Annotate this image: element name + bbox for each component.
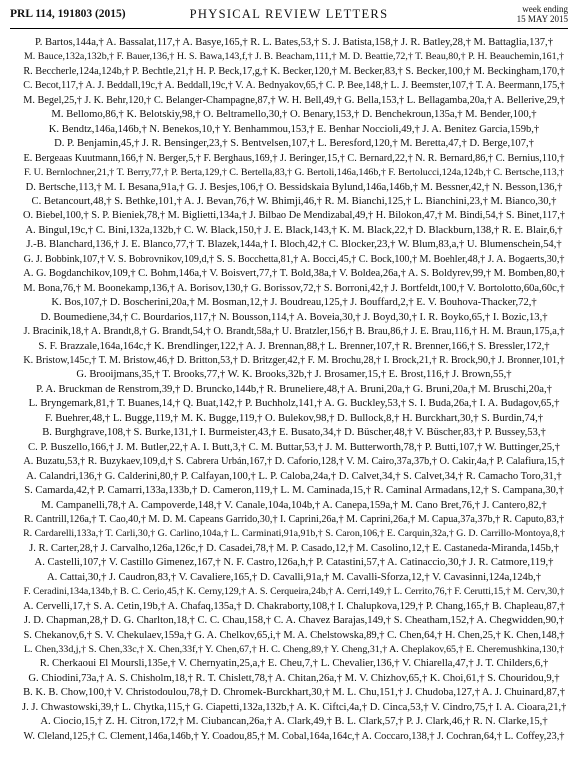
author-line: S. F. Brazzale,164a,164c,† K. Brendlinger,122,† A. J. Brennan,88,† L. Brenner,107,† R. Brenner,166,† S. Bressler,172,† [38,340,550,352]
author-line: K. Bos,107,† D. Boscherini,20a,† M. Bosman,12,† J. Boudreau,125,† J. Bouffard,2,† E. V. Bouhova-Thacker,72,† [51,297,537,309]
author-line: G. Chiodini,73a,† A. S. Chisholm,18,† R. T. Chislett,78,† A. Chitan,26a,† M. V. Chizhov,65,† K. Choi,61,† S. Chouridou,9,† [28,672,560,684]
author-line: B. K. B. Chow,100,† V. Christodoulou,78,† D. Chromek-Burckhart,30,† M. L. Chu,151,† J. Chudoba,127,† A. J. Chuinard,87,† [23,687,565,699]
author-line: P. A. Bruckman de Renstrom,39,† D. Bruncko,144b,† R. Bruneliere,48,† A. Bruni,20a,† G. Bruni,20a,† M. Bruschi,20a,† [36,383,552,395]
publication-date: 15 MAY 2015 [516,14,568,24]
author-line: A. Calandri,136,† G. Calderini,80,† P. Calfayan,100,† L. P. Caloba,24a,† D. Calvet,34,† S. Calvet,34,† R. Camacho Toro,31,† [26,470,562,482]
journal-reference: PRL 114, 191803 (2015) [10,8,126,20]
author-line: B. Burghgrave,108,† S. Burke,131,† I. Burmeister,43,† E. Busato,34,† D. Büscher,48,† V. Büscher,83,† P. Bussey,53,† [42,427,546,439]
author-line: M. Campanelli,78,† A. Campoverde,148,† V. Canale,104a,104b,† A. Canepa,159a,† M. Cano Bret,76,† J. Cantero,82,† [41,499,547,511]
author-line: D. Bertsche,113,† M. I. Besana,91a,† G. J. Besjes,106,† O. Bessidskaia Bylund,146a,146b,† M. Bessner,42,† N. Besson,136,† [25,181,563,193]
author-line: R. Cherkaoui El Moursli,135e,† V. Chernyatin,25,a,† E. Cheu,7,† L. Chevalier,136,† V. Chiarella,47,† J. T. Childers,6,† [39,658,549,670]
author-line: A. Buzatu,53,† R. Buzykaev,109,d,† S. Cabrera Urbán,167,† D. Caforio,128,† V. M. Cairo,37a,37b,† O. Cakir,4a,† P. Calafiura,15,† [23,456,565,468]
author-line: P. Bartos,144a,† A. Bassalat,117,† A. Basye,165,† R. L. Bates,53,† S. J. Batista,158,† J. R. Batley,28,† M. Battaglia,137,† [35,37,553,48]
author-line: A. G. Bogdanchikov,109,† C. Bohm,146a,† V. Boisvert,77,† T. Bold,38a,† V. Boldea,26a,† A. S. Boldyrev,99,† M. Bomben,80,† [23,268,565,280]
author-line: K. Bristow,145c,† T. M. Bristow,46,† D. Britton,53,† D. Britzger,42,† F. M. Brochu,28,† I. Brock,21,† R. Brock,90,† J. Bronner,101,† [23,354,565,366]
author-line: S. Chekanov,6,† S. V. Chekulaev,159a,† G. A. Chelkov,65,i,† M. A. Chelstowska,89,† C. Chen,64,† H. Chen,25,† K. Chen,148,† [23,629,565,641]
author-line: R. Cantrill,126a,† T. Cao,40,† M. D. M. Capeans Garrido,30,† I. Caprini,26a,† M. Caprini,26a,† M. Capua,37a,37b,† R. Caputo,83,† [23,513,565,525]
author-line: J. Bracinik,18,† A. Brandt,8,† G. Brandt,54,† O. Brandt,58a,† U. Bratzler,156,† B. Brau,86,† J. E. Brau,116,† H. M. Braun,175,a,† [23,326,565,338]
author-list [22,36,566,744]
author-line: E. Bergeaas Kuutmann,166,† N. Berger,5,† F. Berghaus,169,† J. Beringer,15,† C. Bernard,22,† N. R. Bernard,86,† C. Bernius,110,† [23,152,565,164]
week-ending-label: week ending [522,4,568,14]
author-line: F. Ceradini,134a,134b,† B. C. Cerio,45,† K. Cerny,129,† A. S. Cerqueira,24b,† A. Cerri,149,† L. Cerrito,76,† F. Cerutti,15,† M. Cerv,30,† [23,586,565,598]
author-line: A. Cattai,30,† J. Caudron,83,† V. Cavaliere,165,† D. Cavalli,91a,† M. Cavalli-Sforza,12,† V. Cavasinni,124a,124b,† [46,571,542,583]
author-line: C. Becot,117,† A. J. Beddall,19c,† A. Beddall,19c,† V. A. Bednyakov,65,† C. P. Bee,148,† L. J. Beemster,107,† T. A. Beermann,175,† [23,80,565,92]
running-header [10,4,568,30]
author-line: O. Biebel,100,† S. P. Bieniek,78,† M. Biglietti,134a,† J. Bilbao De Mendizabal,49,† H. Bilokon,47,† M. Bindi,54,† S. Binet,117,† [23,210,565,222]
author-line: M. Begel,25,† J. K. Behr,120,† C. Belanger-Champagne,87,† W. H. Bell,49,† G. Bella,153,† L. Bellagamba,20a,† A. Bellerive,29,† [23,94,565,106]
header-rule [10,28,568,29]
author-line: C. P. Buszello,166,† J. M. Butler,22,† A. I. Butt,3,† C. M. Buttar,53,† J. M. Butterworth,78,† P. Butti,107,† W. Buttinger,25,† [28,441,560,453]
author-line: F. Buehrer,48,† L. Bugge,119,† M. K. Bugge,119,† O. Bulekov,98,† D. Bullock,8,† H. Burckhart,30,† S. Burdin,74,† [44,412,544,424]
journal-title: PHYSICAL REVIEW LETTERS [189,7,389,21]
author-line: A. Ciocio,15,† Z. H. Citron,172,† M. Ciubancan,26a,† A. Clark,49,† B. L. Clark,57,† P. J. Clark,46,† R. N. Clarke,15,† [40,716,548,728]
author-line: A. Castelli,107,† V. Castillo Gimenez,167,† N. F. Castro,126a,h,† P. Catastini,57,† A. Catinaccio,30,† J. R. Catmore,119,† [34,557,554,569]
author-line: J.-B. Blanchard,136,† J. E. Blanco,77,† T. Blazek,144a,† I. Bloch,42,† C. Blocker,23,† W. Blum,83,a,† U. Blumenschein,54,† [26,239,562,251]
author-line: G. J. Bobbink,107,† V. S. Bobrovnikov,109,d,† S. S. Bocchetta,81,† A. Bocci,45,† C. Bock,100,† M. Boehler,48,† J. A. Bogaerts,30,† [23,253,565,265]
author-line: D. Boumediene,34,† C. Bourdarios,117,† N. Bousson,114,† A. Boveia,30,† J. Boyd,30,† I. R. Boyko,65,† I. Bozic,13,† [40,311,548,323]
author-line: A. Cervelli,17,† S. A. Cetin,19b,† A. Chafaq,135a,† D. Chakraborty,108,† I. Chalupkova,129,† P. Chang,165,† B. Chapleau,87,† [23,600,565,612]
author-line: C. Betancourt,48,† S. Bethke,101,† A. J. Bevan,76,† W. Bhimji,46,† R. M. Bianchi,125,† L. Bianchini,23,† M. Bianco,30,† [31,195,557,207]
author-line: R. Cardarelli,133a,† T. Carli,30,† G. Carlino,104a,† L. Carminati,91a,91b,† S. Caron,106,† E. Carquin,32a,† G. D. Carrillo-Montoya,8,† [23,528,565,540]
author-line: W. Cleland,125,† C. Clement,146a,146b,† Y. Coadou,85,† M. Cobal,164a,164c,† A. Coccaro,138,† J. Cochran,64,† L. Coffey,23,† [23,730,565,742]
author-line: J. R. Carter,28,† J. Carvalho,126a,126c,† D. Casadei,78,† M. P. Casado,12,† M. Casolino,12,† E. Castaneda-Miranda,145b,† [29,542,559,554]
author-line: D. P. Benjamin,45,† J. R. Bensinger,23,† S. Bentvelsen,107,† L. Beresford,120,† M. Beretta,47,† D. Berge,107,† [54,138,534,150]
author-line: R. Beccherle,124a,124b,† P. Bechtle,21,† H. P. Beck,17,g,† K. Becker,120,† M. Becker,83,† S. Becker,100,† M. Beckingham,170,† [23,65,565,77]
author-line: A. Bingul,19c,† C. Bini,132a,132b,† C. W. Black,150,† J. E. Black,143,† K. M. Black,22,† D. Blackburn,138,† R. E. Blair,6,† [25,224,563,236]
author-line: L. Chen,33d,j,† S. Chen,33c,† X. Chen,33f,† Y. Chen,67,† H. C. Cheng,89,† Y. Cheng,31,† A. Cheplakov,65,† E. Cheremushkina,130,† [23,644,565,656]
issue-date [517,4,568,24]
author-line: M. Bauce,132a,132b,† F. Bauer,136,† H. S. Bawa,143,f,† J. B. Beacham,111,† M. D. Beattie,72,† T. Beau,80,† P. H. Beauchemin,161,† [23,51,565,63]
author-line: S. Camarda,42,† P. Camarri,133a,133b,† D. Cameron,119,† L. M. Caminada,15,† R. Caminal Armadans,12,† S. Campana,30,† [24,485,564,497]
author-line: F. U. Bernlochner,21,† T. Berry,77,† P. Berta,129,† C. Bertella,83,† G. Bertoli,146a,146b,† F. Bertolucci,124a,124b,† C. Bertsche,113,† [23,167,565,179]
author-line: K. Bendtz,146a,146b,† N. Benekos,10,† Y. Benhammou,153,† E. Benhar Noccioli,49,† J. A. Benitez Garcia,159b,† [48,123,540,135]
author-line: G. Brooijmans,35,† T. Brooks,77,† W. K. Brooks,32b,† J. Brosamer,15,† E. Brost,116,† J. Brown,55,† [76,369,512,381]
author-line: M. Bellomo,86,† K. Belotskiy,98,† O. Beltramello,30,† O. Benary,153,† D. Benchekroun,135a,† M. Bender,100,† [51,109,537,121]
author-line: J. D. Chapman,28,† D. G. Charlton,18,† C. C. Chau,158,† C. A. Chavez Barajas,149,† S. Cheatham,152,† A. Chegwidden,90,† [23,615,565,627]
author-line: M. Bona,76,† M. Boonekamp,136,† A. Borisov,130,† G. Borissov,72,† S. Borroni,42,† J. Bortfeldt,100,† V. Bortolotto,60a,60c,† [23,282,565,294]
author-line: L. Bryngemark,81,† T. Buanes,14,† Q. Buat,142,† P. Buchholz,141,† A. G. Buckley,53,† S. I. Buda,26a,† I. A. Budagov,65,† [28,398,560,410]
author-line: J. J. Chwastowski,39,† L. Chytka,115,† G. Ciapetti,132a,132b,† A. K. Ciftci,4a,† D. Cinca,53,† V. Cindro,75,† I. A. Cioara,21,† [22,701,566,713]
